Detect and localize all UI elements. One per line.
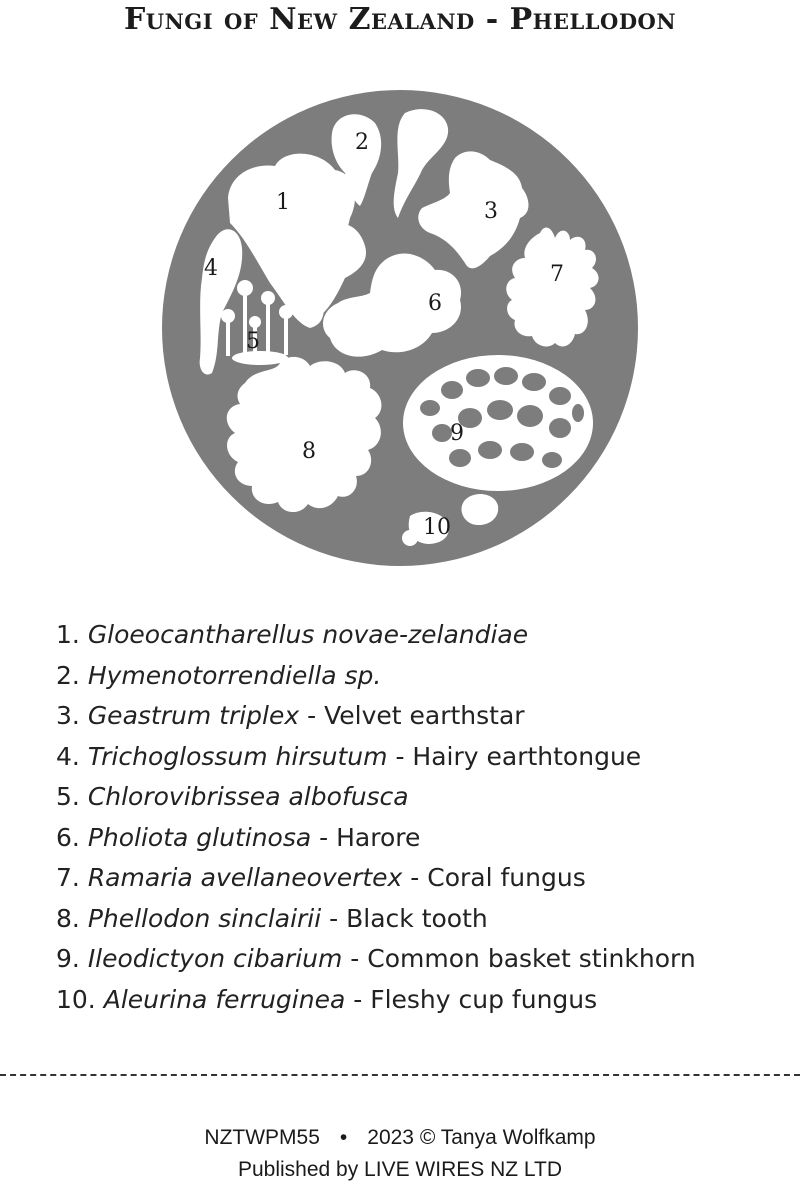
species-number: 2. (56, 660, 80, 690)
footer (0, 1122, 800, 1186)
species-common-name: Harore (336, 822, 421, 852)
species-scientific-name: Chlorovibrissea albofusca (87, 782, 409, 811)
product-code: NZTWPM55 (204, 1126, 320, 1149)
plate-number-7: 7 (550, 262, 564, 287)
plate-number-10: 10 (423, 515, 451, 540)
species-scientific-name: Phellodon sinclairii (87, 903, 322, 933)
species-common-name: Common basket stinkhorn (367, 944, 696, 973)
fungus-10c-silhouette (402, 530, 418, 546)
plate-number-2: 2 (355, 130, 369, 155)
publisher-text: Published by LIVE WIRES NZ LTD (237, 1158, 563, 1181)
species-item (56, 696, 696, 737)
plate-number-3: 3 (484, 199, 498, 224)
species-common-name: Coral fungus (427, 863, 586, 892)
species-number: 4. (56, 741, 80, 771)
fungi-plate-svg (160, 88, 640, 568)
species-common-name: Fleshy cup fungus (370, 984, 598, 1014)
species-item (56, 858, 696, 899)
plate-number-4: 4 (204, 256, 218, 281)
cut-line-divider (0, 1074, 800, 1076)
species-item (56, 656, 696, 697)
bullet-separator: • (339, 1126, 348, 1149)
species-item (56, 777, 696, 818)
species-scientific-name: Gloeocantharellus novae-zelandiae (87, 620, 529, 649)
species-scientific-name: Aleurina ferruginea (103, 984, 346, 1014)
species-separator: - (299, 701, 325, 730)
species-list (56, 615, 696, 1020)
species-item (56, 980, 696, 1021)
species-item (56, 939, 696, 980)
species-separator: - (342, 944, 368, 973)
species-scientific-name: Trichoglossum hirsutum (87, 741, 388, 771)
species-number: 6. (56, 822, 80, 852)
species-separator: - (387, 741, 413, 771)
species-common-name: Black tooth (346, 903, 488, 933)
plate-number-1: 1 (276, 190, 290, 215)
species-common-name: Velvet earthstar (324, 701, 525, 730)
species-separator: - (311, 822, 337, 852)
species-number: 8. (56, 903, 80, 933)
species-common-name: Hairy earthtongue (412, 741, 642, 771)
species-scientific-name: Ramaria avellaneovertex (87, 863, 403, 892)
species-item (56, 899, 696, 940)
species-scientific-name: Pholiota glutinosa (87, 822, 312, 852)
plate-number-5: 5 (246, 329, 260, 354)
species-separator: - (402, 863, 428, 892)
species-number: 10. (56, 984, 96, 1014)
species-separator: - (345, 984, 371, 1014)
footer-line-1 (0, 1122, 800, 1154)
species-scientific-name: Hymenotorrendiella sp. (87, 660, 382, 690)
fungi-illustration (160, 88, 640, 568)
species-number: 1. (56, 620, 80, 649)
species-item (56, 615, 696, 656)
species-scientific-name: Ileodictyon cibarium (87, 944, 343, 973)
plate-number-8: 8 (302, 439, 316, 464)
plate-number-6: 6 (428, 291, 442, 316)
species-number: 3. (56, 701, 80, 730)
species-scientific-name: Geastrum triplex (87, 701, 300, 730)
species-separator: - (321, 903, 347, 933)
plate-number-9: 9 (450, 421, 464, 446)
species-item (56, 737, 696, 778)
copyright-text: 2023 © Tanya Wolfkamp (367, 1126, 596, 1149)
species-number: 7. (56, 863, 80, 892)
species-number: 9. (56, 944, 80, 973)
fungus-9-silhouette (403, 355, 593, 491)
page-title: Fungi of New Zealand - Phellodon (123, 2, 677, 37)
species-number: 5. (56, 782, 80, 811)
species-item (56, 818, 696, 859)
